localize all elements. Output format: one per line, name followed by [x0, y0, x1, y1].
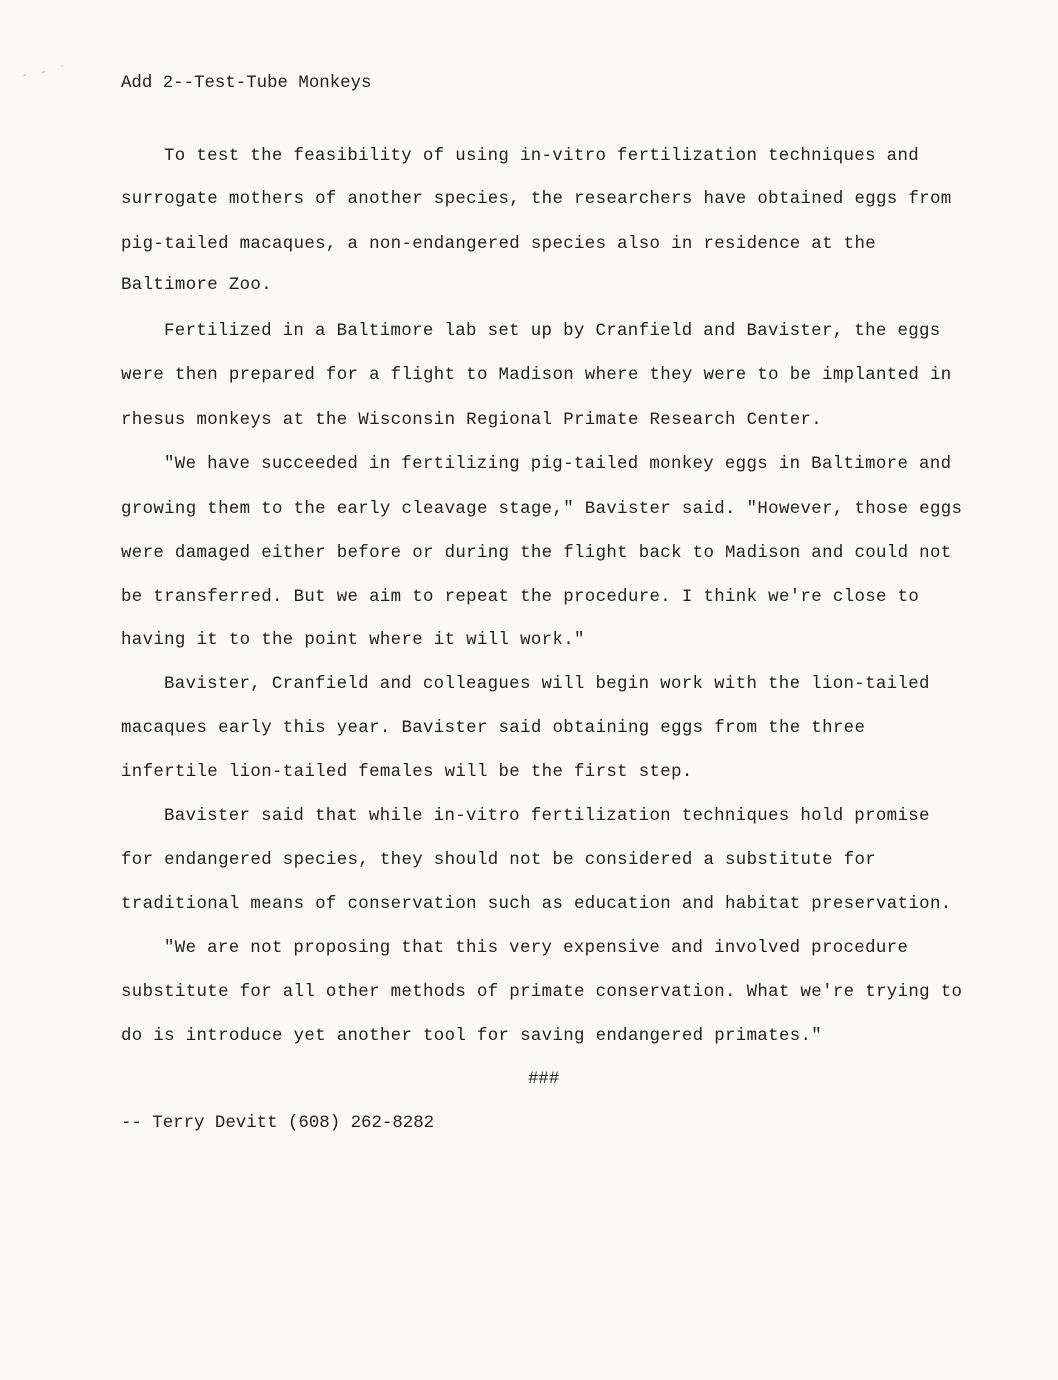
paragraph-5-line-2: for endangered species, they should not be considered a substitute for: [121, 851, 877, 870]
paragraph-3-line-2: growing them to the early cleavage stage," Bavister said. "However, those eggs: [121, 500, 963, 519]
paragraph-1-line-2: surrogate mothers of another species, the researchers have obtained eggs from: [121, 190, 952, 209]
paragraph-2-line-3: rhesus monkeys at the Wisconsin Regional Primate Research Center.: [121, 411, 823, 430]
paragraph-6-line-1: "We are not proposing that this very expensive and involved procedure: [164, 939, 909, 958]
paragraph-1-line-1: To test the feasibility of using in-vitro fertilization techniques and: [164, 147, 920, 166]
paragraph-3-line-3: were damaged either before or during the flight back to Madison and could not: [121, 544, 952, 563]
page-header: Add 2--Test-Tube Monkeys: [121, 74, 372, 93]
paragraph-4-line-1: Bavister, Cranfield and colleagues will begin work with the lion-tailed: [164, 675, 930, 694]
paragraph-2-line-2: were then prepared for a flight to Madison where they were to be implanted in: [121, 366, 952, 385]
paragraph-1-line-4: Baltimore Zoo.: [121, 276, 273, 295]
paragraph-4-line-3: infertile lion-tailed females will be the first step.: [121, 763, 693, 782]
paragraph-5-line-1: Bavister said that while in-vitro fertilization techniques hold promise: [164, 807, 930, 826]
paragraph-3-line-5: having it to the point where it will work.": [121, 631, 585, 650]
paragraph-2-line-1: Fertilized in a Baltimore lab set up by Cranfield and Bavister, the eggs: [164, 322, 941, 341]
paragraph-6-line-2: substitute for all other methods of primate conservation. What we're trying to: [121, 983, 963, 1002]
end-mark: ###: [528, 1070, 560, 1089]
contact-signature: -- Terry Devitt (608) 262-8282: [121, 1114, 435, 1133]
paragraph-6-line-3: do is introduce yet another tool for saving endangered primates.": [121, 1027, 823, 1046]
paragraph-5-line-3: traditional means of conservation such as education and habitat preservation.: [121, 895, 952, 914]
scan-smudge: ⁃ ⁃ ˉ: [21, 64, 71, 84]
paragraph-4-line-2: macaques early this year. Bavister said obtaining eggs from the three: [121, 719, 866, 738]
paragraph-1-line-3: pig-tailed macaques, a non-endangered species also in residence at the: [121, 235, 877, 254]
paragraph-3-line-1: "We have succeeded in fertilizing pig-tailed monkey eggs in Baltimore and: [164, 455, 952, 474]
paragraph-3-line-4: be transferred. But we aim to repeat the procedure. I think we're close to: [121, 588, 920, 607]
